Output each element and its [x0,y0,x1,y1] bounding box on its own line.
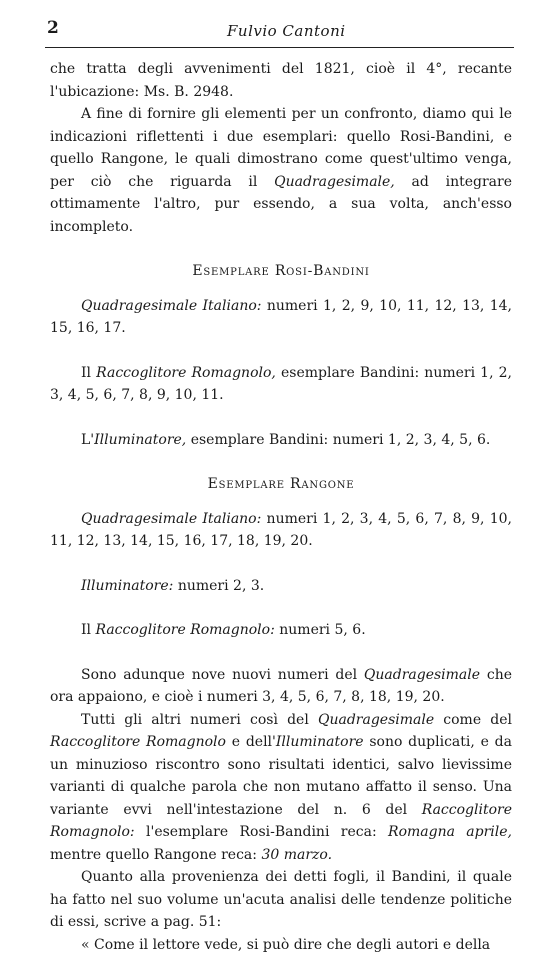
list-item: Quadragesimale Italiano: numeri 1, 2, 9, 10, 11, 12, 13, 14, 15, 16, 17. [50,295,512,340]
list-item: Quadragesimale Italiano: numeri 1, 2, 3, 4, 5, 6, 7, 8, 9, 10, 11, 12, 13, 14, 15, 16, 17, 18, 19, 20. [50,508,512,553]
list-item: Illuminatore: numeri 2, 3. [50,575,512,598]
section-heading-rangone: Esemplare Rangone [50,473,512,496]
paragraph-provenance: Quanto alla provenienza dei detti fogli, il Bandini, il quale ha fatto nel suo volume un'acuta analisi delle tendenze politiche di essi, scrive a pag. 51: [50,866,512,934]
list-item: Il Raccoglitore Romagnolo: numeri 5, 6. [50,619,512,642]
section-heading-rosi-bandini: Esemplare Rosi-Bandini [50,260,512,283]
paragraph-new-numbers: Sono adunque nove nuovi numeri del Quadragesimale che ora appaiono, e cioè i numeri 3, 4, 5, 6, 7, 8, 18, 19, 20. [50,664,512,709]
page-header [47,18,514,44]
paragraph-intro-continuation: che tratta degli avvenimenti del 1821, cioè il 4°, recante l'ubicazione: Ms. B. 2948. [50,58,512,103]
header-rule [45,47,514,48]
paragraph-comparison: A fine di fornire gli elementi per un confronto, diamo qui le indicazioni riflettenti i due esemplari: quello Rosi-Bandini, e quello Rangone, le quali dimostrano come quest'ultimo venga, per ciò che riguarda il Quadragesimale, ad integrare ottimamente l'altro, pur essendo, a sua volta, anch'esso incompleto. [50,103,512,238]
page-number: 2 [47,18,59,38]
list-item: Il Raccoglitore Romagnolo, esemplare Bandini: numeri 1, 2, 3, 4, 5, 6, 7, 8, 9, 10, 11. [50,362,512,407]
running-head: Fulvio Cantoni [227,22,346,40]
page-body [50,58,512,956]
list-item: L'Illuminatore, esemplare Bandini: numeri 1, 2, 3, 4, 5, 6. [50,429,512,452]
paragraph-quote: « Come il lettore vede, si può dire che degli autori e della [50,934,512,956]
paragraph-duplicates: Tutti gli altri numeri così del Quadragesimale come del Raccoglitore Romagnolo e dell'Illuminatore sono duplicati, e da un minuzioso riscontro sono risultati identici, salvo lievissime varianti di qualche parola che non mutano affatto il senso. Una variante evvi nell'intestazione del n. 6 del Raccoglitore Romagnolo: l'esemplare Rosi-Bandini reca: Romagna aprile, mentre quello Rangone reca: 30 marzo. [50,709,512,867]
